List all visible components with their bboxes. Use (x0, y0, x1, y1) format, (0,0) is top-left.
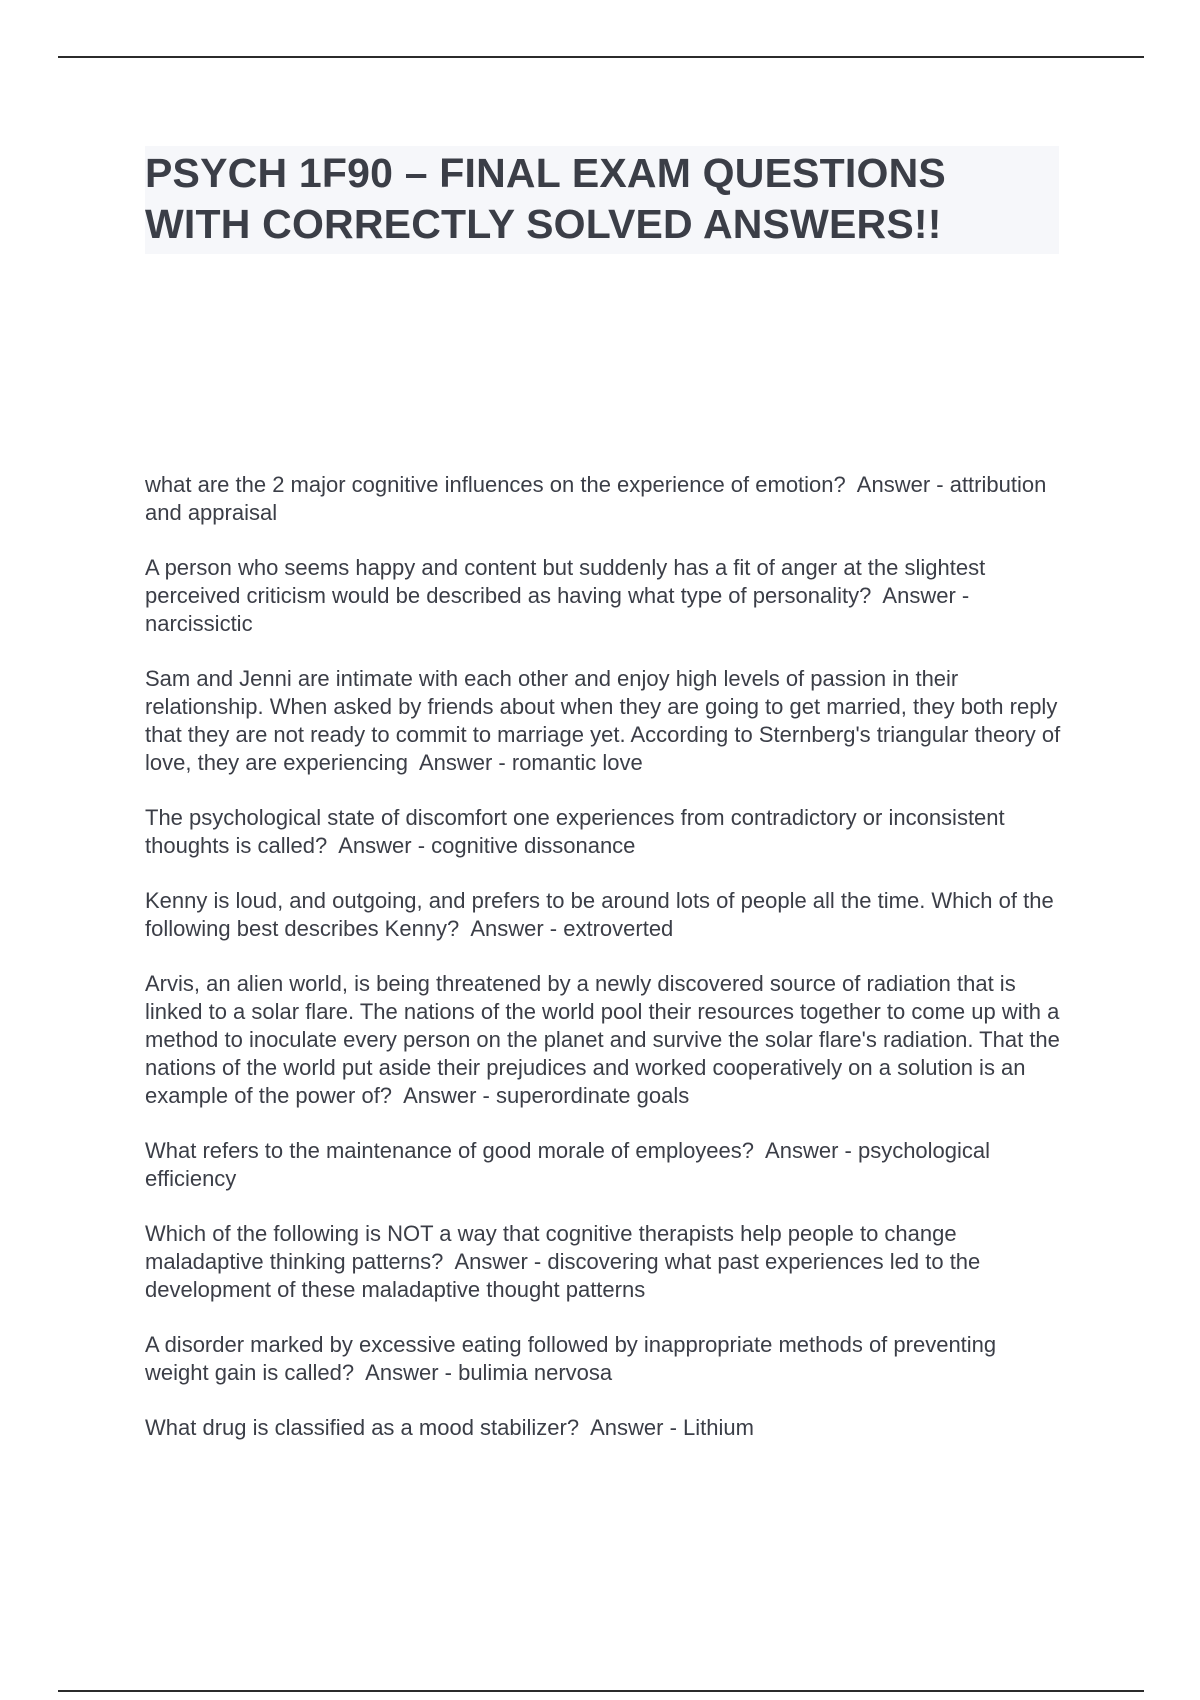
answer-label: Answer - (338, 833, 426, 858)
answer-text: attribution and appraisal (145, 472, 1047, 525)
question-text: What refers to the maintenance of good morale of employees? (145, 1138, 755, 1163)
answer-text: extroverted (563, 916, 674, 941)
top-divider (58, 56, 1144, 58)
question-text: What drug is classified as a mood stabilizer? (145, 1415, 580, 1440)
answer-label: Answer - (765, 1138, 852, 1163)
question-text: Arvis, an alien world, is being threatened by a newly discovered source of radiation that is linked to a solar flare. The nations of the world pool their resources together to come up with a method to inoculate every person on the planet and survive the solar flare's radiation. That the nations of the world put aside their prejudices and worked cooperatively on a solution is an example of the power of? (145, 971, 1060, 1108)
answer-label: Answer - (882, 583, 970, 608)
answer-text: narcissictic (145, 611, 253, 636)
answer-text: bulimia nervosa (458, 1360, 613, 1385)
answer-label: Answer - (856, 472, 944, 497)
question-text: A disorder marked by excessive eating followed by inappropriate methods of preventing weight gain is called? (145, 1332, 997, 1385)
question-text: Sam and Jenni are intimate with each other and enjoy high levels of passion in their relationship. When asked by friends about when they are going to get married, they both reply that they are not ready to commit to marriage yet. According to Sternberg's triangular theory of love, they are experiencing (145, 666, 1061, 775)
answer-text: cognitive dissonance (431, 833, 636, 858)
document-title: PSYCH 1F90 – FINAL EXAM QUESTIONS WITH CORRECTLY SOLVED ANSWERS!! (145, 150, 946, 247)
answer-text: romantic love (511, 750, 643, 775)
qa-item (145, 665, 1065, 777)
answer-label: Answer - (454, 1249, 542, 1274)
qa-item (145, 804, 1065, 860)
answer-text: Lithium (683, 1415, 754, 1440)
qa-list (145, 471, 1065, 1469)
answer-label: Answer - (418, 750, 506, 775)
qa-item (145, 1137, 1065, 1193)
question-text: what are the 2 major cognitive influences on the experience of emotion? (145, 472, 846, 497)
qa-item (145, 554, 1065, 638)
qa-item (145, 1220, 1065, 1304)
question-text: The psychological state of discomfort one experiences from contradictory or inconsistent thoughts is called? (145, 805, 1005, 858)
qa-item (145, 1414, 1065, 1442)
answer-label: Answer - (365, 1360, 452, 1385)
answer-text: discovering what past experiences led to the development of these maladaptive thought patterns (145, 1249, 981, 1302)
qa-item (145, 1331, 1065, 1387)
question-text: Kenny is loud, and outgoing, and prefers to be around lots of people all the time. Which of the following best describes Kenny? (145, 888, 1054, 941)
answer-label: Answer - (403, 1083, 490, 1108)
question-text: A person who seems happy and content but suddenly has a fit of anger at the slightest perceived criticism would be described as having what type of personality? (145, 555, 986, 608)
answer-text: psychological efficiency (145, 1138, 991, 1191)
qa-item (145, 887, 1065, 943)
title-block (145, 146, 1059, 254)
qa-item (145, 970, 1065, 1110)
answer-label: Answer - (470, 916, 558, 941)
qa-item (145, 471, 1065, 527)
bottom-divider (58, 1690, 1144, 1692)
question-text: Which of the following is NOT a way that cognitive therapists help people to change maladaptive thinking patterns? (145, 1221, 957, 1274)
answer-text: superordinate goals (495, 1083, 690, 1108)
answer-label: Answer - (590, 1415, 677, 1440)
